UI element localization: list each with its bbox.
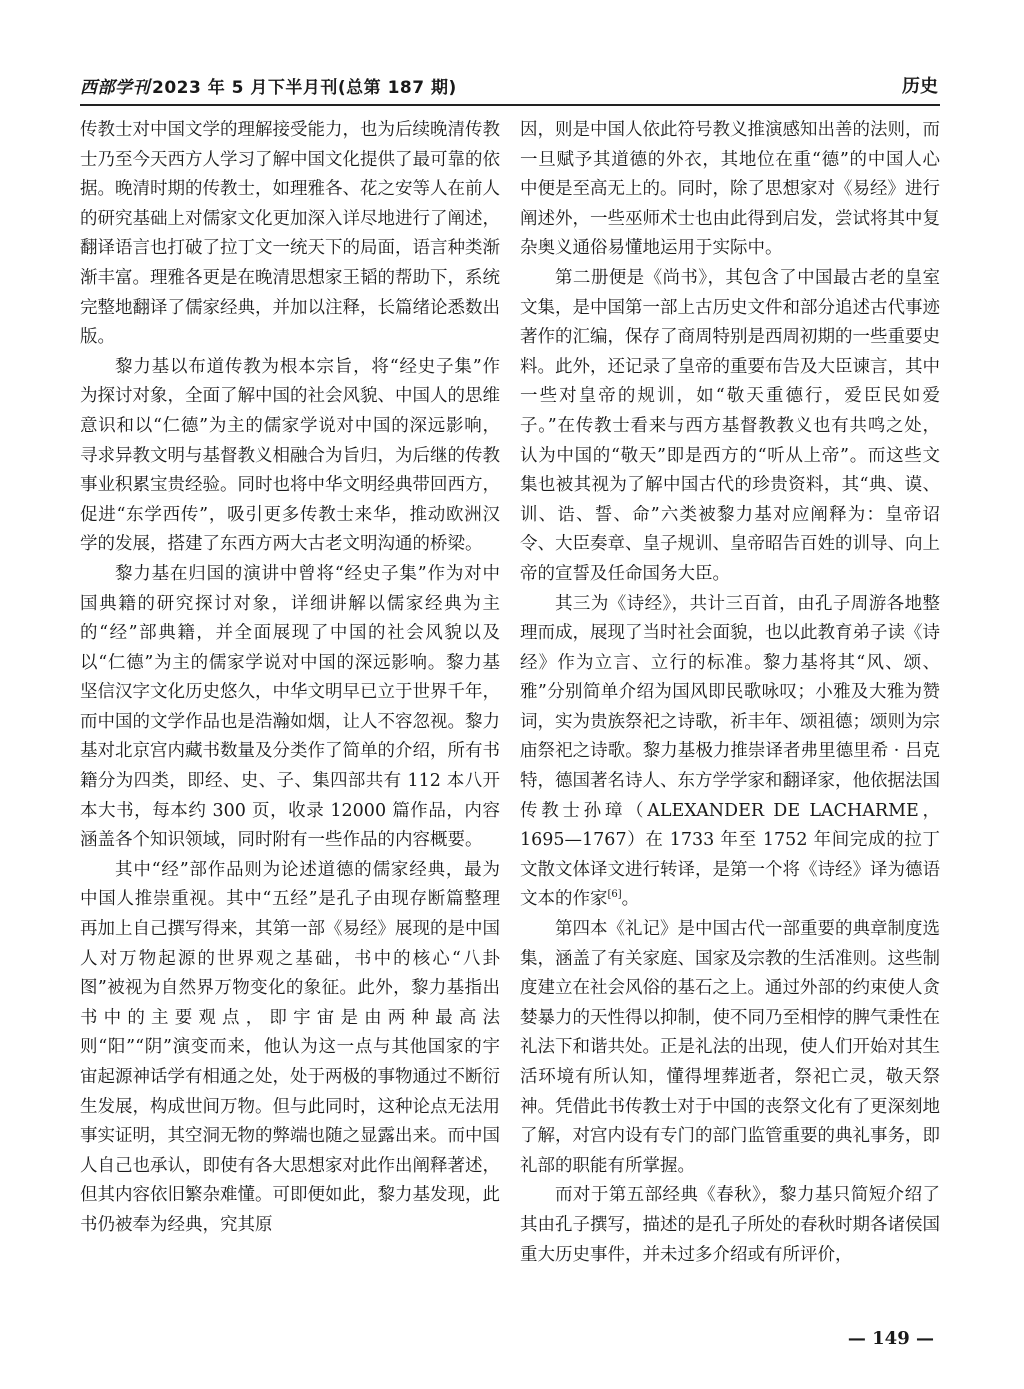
- paragraph: 第四本《礼记》是中国古代一部重要的典章制度选集，涵盖了有关家庭、国家及宗教的生活准则。这些制度建立在社会风俗的基石之上。通过外部的约束使人贪婪暴力的天性得以抑制，使不同乃至相悖的脾气秉性在礼法下和谐共处。正是礼法的出现，使人们开始对其生活环境有所认知，懂得埋葬逝者，祭祀亡灵，敬天祭神。凭借此书传教士对于中国的丧祭文化有了更深刻地了解，对宫内设有专门的部门监管重要的典礼事务，即礼部的职能有所掌握。: [520, 919, 940, 1176]
- paragraph: 而对于第五部经典《春秋》，黎力基只简短介绍了其由孔子撰写，描述的是孔子所处的春秋时期各诸侯国重大历史事件，并未过多介绍或有所评价，: [520, 1185, 940, 1265]
- section-label: 历史: [902, 76, 938, 97]
- journal-issue-line: [80, 73, 457, 98]
- paragraph: 黎力基以布道传教为根本宗旨，将“经史子集”作为探讨对象，全面了解中国的社会风貌、中国人的思维意识和以“仁德”为主的儒家学说对中国的深远影响，寻求异教文明与基督教义相融合为旨归，为后继的传教事业积累宝贵经验。同时也将中华文明经典带回西方，促进“东学西传”，吸引更多传教士来华，推动欧洲汉学的发展，搭建了东西方两大古老文明沟通的桥梁。: [80, 356, 500, 555]
- paragraph-with-citation: [520, 590, 940, 916]
- paragraph: 因，则是中国人依此符号教义推演感知出善的法则，而一旦赋予其道德的外衣，其地位在重“德”的中国人心中便是至高无上的。同时，除了思想家对《易经》进行阐述外，一些巫师术士也由此得到启发，尝试将其中复杂奥义通俗易懂地运用于实际中。: [520, 120, 940, 259]
- journal-logo: 西部学刊: [80, 78, 150, 98]
- paragraph: 传教士对中国文学的理解接受能力，也为后续晚清传教士乃至今天西方人学习了解中国文化提供了最可靠的依据。晚清时期的传教士，如理雅各、花之安等人在前人的研究基础上对儒家文化更加深入详尽地进行了阐述，翻译语言也打破了拉丁文一统天下的局面，语言种类渐渐丰富。理雅各更是在晚清思想家王韬的帮助下，系统完整地翻译了儒家经典，并加以注释，长篇绪论悉数出版。: [80, 120, 500, 348]
- issue-info: 2023 年 5 月下半月刊(总第 187 期): [152, 78, 457, 98]
- citation-ref: [6]: [607, 889, 622, 901]
- paragraph: 其中“经”部作品则为论述道德的儒家经典，最为中国人推崇重视。其中“五经”是孔子由现存断篇整理再加上自己撰写得来，其第一部《易经》展现的是中国人对万物起源的世界观之基础，书中的核心“八卦图”被视为自然界万物变化的象征。此外，黎力基指出书中的主要观点，即宇宙是由两种最高法则“阳”“阴”演变而来，他认为这一点与其他国家的宇宙起源神话学有相通之处，处于两极的事物通过不断衍生发展，构成世间万物。但与此同时，这种论点无法用事实证明，其空洞无物的弊端也随之显露出来。而中国人自己也承认，即使有各大思想家对此作出阐释著述，但其内容依旧繁杂难懂。可即便如此，黎力基发现，此书仍被奉为经典，究其原: [80, 859, 500, 1235]
- paragraph-text: 其三为《诗经》，共计三百首，由孔子周游各地整理而成，展现了当时社会面貌，也以此教育弟子读《诗经》作为立言、立行的标准。黎力基将其“风、颂、雅”分别简单介绍为国风即民歌咏叹；小雅及大雅为赞词，实为贵族祭祀之诗歌，祈丰年、颂祖德；颂则为宗庙祭祀之诗歌。黎力基极力推崇译者弗里德里希 · 吕克特，德国著名诗人、东方学学家和翻译家，他依据法国传教士孙璋（ALEXANDER DE LACHARME，1695—1767）在 1733 年至 1752 年间完成的拉丁文散文体译文进行转译，是第一个将《诗经》译为德语文本的作家: [520, 593, 940, 910]
- page-number: — 149 —: [847, 1328, 934, 1349]
- right-column: [520, 116, 940, 1270]
- left-column: [80, 116, 500, 1241]
- paragraph: 黎力基在归国的演讲中曾将“经史子集”作为对中国典籍的研究探讨对象，详细讲解以儒家经典为主的“经”部典籍，并全面展现了中国的社会风貌以及以“仁德”为主的儒家学说对中国的深远影响。黎力基坚信汉字文化历史悠久，中华文明早已立于世界千年，而中国的文学作品也是浩瀚如烟，让人不容忽视。黎力基对北京宫内藏书数量及分类作了简单的介绍，所有书籍分为四类，即经、史、子、集四部共有 112 本八开本大书，每本约 300 页，收录 12000 篇作品，内容涵盖各个知识领域，同时附有一些作品的内容概要。: [80, 563, 500, 851]
- paragraph-end: 。: [621, 889, 640, 910]
- paragraph: 第二册便是《尚书》，其包含了中国最古老的皇室文集，是中国第一部上古历史文件和部分追述古代事迹著作的汇编，保存了商周特别是西周初期的一些重要史料。此外，还记录了皇帝的重要布告及大臣谏言，其中一些对皇帝的规训，如“敬天重德行，爱臣民如爱子。”在传教士看来与西方基督教教义也有共鸣之处，认为中国的“敬天”即是西方的“听从上帝”。而这些文集也被其视为了解中国古代的珍贵资料，其“典、谟、训、诰、誓、命”六类被黎力基对应阐释为：皇帝诏令、大臣奏章、皇子规训、皇帝昭告百姓的训导、向上帝的宣誓及任命国务大臣。: [520, 267, 940, 584]
- running-header: [80, 70, 940, 106]
